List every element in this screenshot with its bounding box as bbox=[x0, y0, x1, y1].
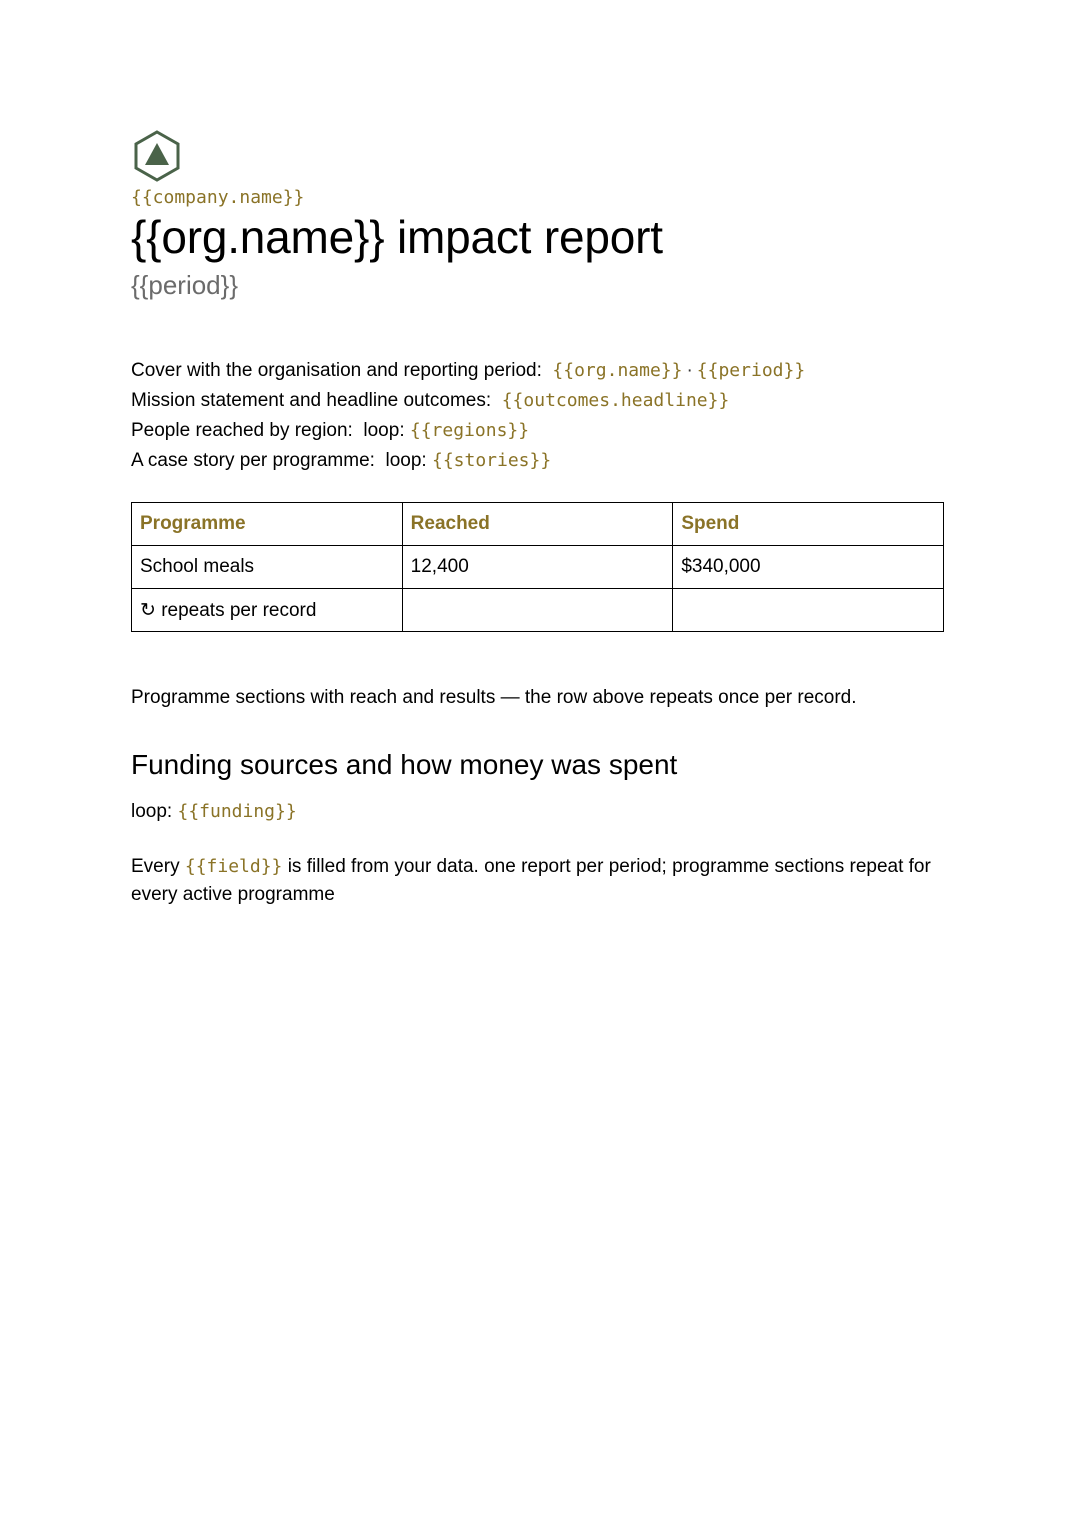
section-line-stories bbox=[131, 446, 944, 476]
loop-placeholder: {{stories}} bbox=[431, 450, 552, 471]
field-placeholder: {{outcomes.headline}} bbox=[501, 390, 730, 411]
table-cell: ↻ repeats per record bbox=[132, 589, 403, 632]
separator: · bbox=[686, 360, 693, 381]
loop-prefix: loop: bbox=[363, 420, 405, 441]
hexagon-triangle-icon bbox=[133, 130, 181, 182]
loop-placeholder: {{regions}} bbox=[409, 420, 530, 441]
section-label: Mission statement and headline outcomes: bbox=[131, 390, 492, 411]
table-row bbox=[132, 546, 944, 589]
section-line-regions bbox=[131, 416, 944, 446]
section-line-mission bbox=[131, 386, 944, 416]
table-cell: School meals bbox=[132, 546, 403, 589]
table-cell: $340,000 bbox=[673, 546, 944, 589]
loop-prefix: loop: bbox=[131, 801, 173, 822]
table-row-repeat-marker bbox=[132, 589, 944, 632]
table-header-row bbox=[132, 503, 944, 546]
field-placeholder: {{field}} bbox=[184, 856, 283, 877]
footer-note bbox=[131, 853, 944, 909]
table-cell bbox=[402, 589, 673, 632]
section-label: Cover with the organisation and reporting period: bbox=[131, 360, 542, 381]
funding-loop-line bbox=[131, 797, 944, 827]
table-cell bbox=[673, 589, 944, 632]
programme-table bbox=[131, 502, 944, 632]
loop-prefix: loop: bbox=[385, 450, 427, 471]
field-placeholder: {{org.name}} bbox=[552, 360, 683, 381]
company-name-placeholder: {{company.name}} bbox=[131, 187, 305, 208]
section-label: A case story per programme: bbox=[131, 450, 375, 471]
loop-placeholder: {{funding}} bbox=[177, 801, 297, 822]
section-list bbox=[131, 356, 944, 476]
footer-text-before: Every bbox=[131, 856, 180, 877]
field-placeholder: {{period}} bbox=[696, 360, 806, 381]
footer-text-after: is filled from your data. one report per period; programme sections repeat for every active programme bbox=[131, 856, 931, 905]
column-header-reached: Reached bbox=[402, 503, 673, 546]
section-line-cover bbox=[131, 356, 944, 386]
table-cell: 12,400 bbox=[402, 546, 673, 589]
report-title: {{org.name}} impact report bbox=[131, 211, 663, 263]
programme-note: Programme sections with reach and results — the row above repeats once per record. bbox=[131, 687, 857, 708]
column-header-spend: Spend bbox=[673, 503, 944, 546]
funding-heading: Funding sources and how money was spent bbox=[131, 749, 678, 780]
report-period: {{period}} bbox=[131, 270, 239, 300]
document-page bbox=[131, 130, 944, 909]
column-header-programme: Programme bbox=[132, 503, 403, 546]
section-label: People reached by region: bbox=[131, 420, 353, 441]
